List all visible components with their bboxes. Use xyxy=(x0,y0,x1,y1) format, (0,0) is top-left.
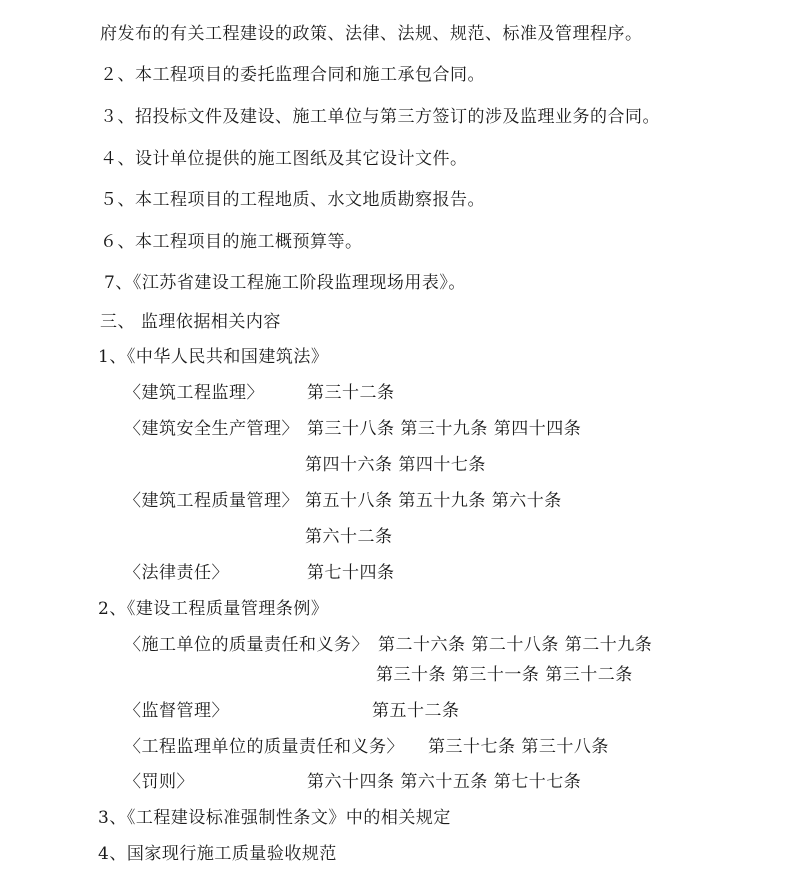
law2-chapter-3-articles: 第三十七条 第三十八条 xyxy=(428,737,609,757)
basis-item-7: 7、《江苏省建设工程施工阶段监理现场用表》。 xyxy=(104,273,466,293)
law2-chapter-3-name: 〈工程监理单位的质量责任和义务〉 xyxy=(124,737,404,757)
section-title: 三、 监理依据相关内容 xyxy=(100,312,281,332)
law2-chapter-2-articles: 第五十二条 xyxy=(372,701,460,721)
law2-chapter-2-name: 〈监督管理〉 xyxy=(124,701,229,721)
law1-chapter-3-name: 〈建筑工程质量管理〉 xyxy=(124,491,299,511)
law3-title: 3、《工程建设标准强制性条文》中的相关规定 xyxy=(98,808,451,828)
law1-chapter-4-articles: 第七十四条 xyxy=(307,563,395,583)
basis-item-2: ２、本工程项目的委托监理合同和施工承包合同。 xyxy=(100,65,485,85)
law1-chapter-2-name: 〈建筑安全生产管理〉 xyxy=(124,419,299,439)
law4-title: 4、国家现行施工质量验收规范 xyxy=(98,844,337,864)
law1-chapter-4-name: 〈法律责任〉 xyxy=(124,563,229,583)
basis-item-6: ６、本工程项目的施工概预算等。 xyxy=(100,232,363,252)
law1-chapter-3-articles-b: 第六十二条 xyxy=(305,527,393,547)
law2-chapter-1-name: 〈施工单位的质量责任和义务〉 xyxy=(124,635,369,655)
intro-continuation: 府发布的有关工程建设的政策、法律、法规、规范、标准及管理程序。 xyxy=(100,24,643,44)
law2-title: 2、《建设工程质量管理条例》 xyxy=(98,599,329,619)
law2-chapter-1-articles-b: 第三十条 第三十一条 第三十二条 xyxy=(376,665,633,685)
law1-chapter-2-articles-a: 第三十八条 第三十九条 第四十四条 xyxy=(307,419,582,439)
law2-chapter-1-articles-a: 第二十六条 第二十八条 第二十九条 xyxy=(378,635,653,655)
law1-chapter-3-articles-a: 第五十八条 第五十九条 第六十条 xyxy=(305,491,562,511)
law1-chapter-1-articles: 第三十二条 xyxy=(307,383,395,403)
law1-chapter-1-name: 〈建筑工程监理〉 xyxy=(124,383,264,403)
law1-chapter-2-articles-b: 第四十六条 第四十七条 xyxy=(305,455,486,475)
basis-item-5: ５、本工程项目的工程地质、水文地质勘察报告。 xyxy=(100,190,485,210)
law2-chapter-4-articles: 第六十四条 第六十五条 第七十七条 xyxy=(307,772,582,792)
law1-title: 1、《中华人民共和国建筑法》 xyxy=(98,347,329,367)
basis-item-3: ３、招投标文件及建设、施工单位与第三方签订的涉及监理业务的合同。 xyxy=(100,107,660,127)
basis-item-4: ４、设计单位提供的施工图纸及其它设计文件。 xyxy=(100,149,468,169)
law2-chapter-4-name: 〈罚则〉 xyxy=(124,772,194,792)
